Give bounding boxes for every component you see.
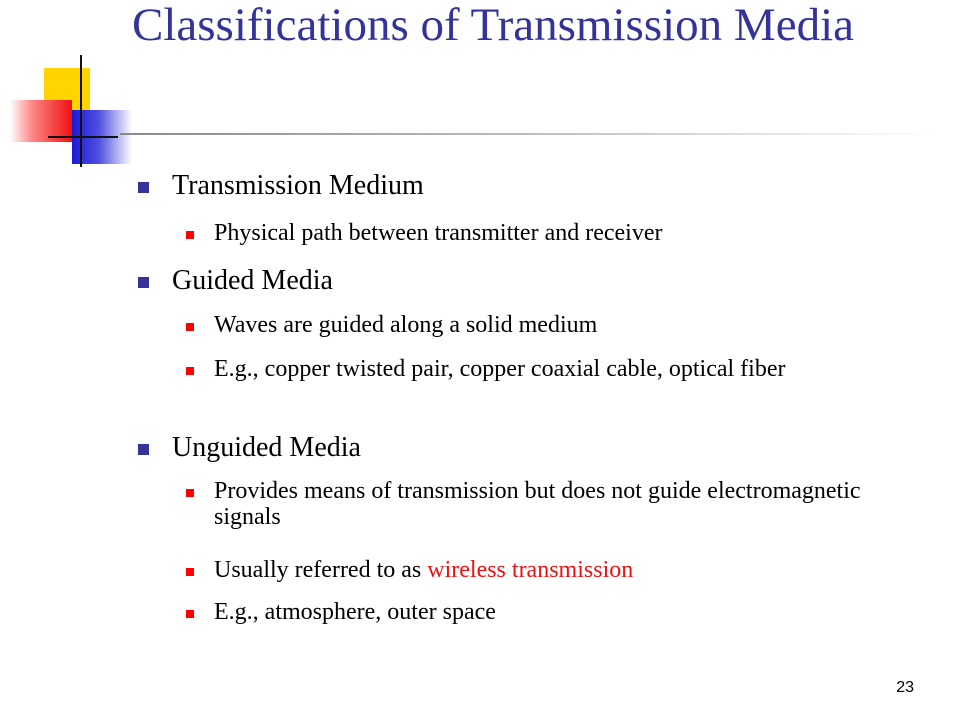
bullet-marker bbox=[138, 277, 149, 288]
highlighted-text: wireless transmission bbox=[427, 557, 634, 583]
sub-bullet-marker bbox=[186, 231, 194, 239]
sub-bullet-item: E.g., atmosphere, outer space bbox=[214, 599, 496, 625]
sub-bullet-marker bbox=[186, 610, 194, 618]
page-number: 23 bbox=[896, 679, 914, 696]
slide-title: Classifications of Transmission Media bbox=[132, 0, 854, 51]
sub-bullet-text: Usually referred to as bbox=[214, 557, 428, 583]
horizontal-line-decoration bbox=[48, 136, 118, 138]
sub-bullet-item: Provides means of transmission but does not guide electromagnetic signals bbox=[214, 478, 861, 530]
bullet-marker bbox=[138, 444, 149, 455]
sub-bullet-item: Physical path between transmitter and receiver bbox=[214, 220, 663, 246]
sub-bullet-marker bbox=[186, 323, 194, 331]
sub-bullet-marker bbox=[186, 489, 194, 497]
sub-bullet-item: E.g., copper twisted pair, copper coaxial cable, optical fiber bbox=[214, 356, 786, 382]
decorative-logo bbox=[0, 0, 140, 175]
bullet-item: Transmission Medium bbox=[172, 170, 424, 201]
bullet-marker bbox=[138, 182, 149, 193]
sub-bullet-marker bbox=[186, 367, 194, 375]
title-underline bbox=[120, 133, 940, 135]
sub-bullet-item: Waves are guided along a solid medium bbox=[214, 312, 598, 338]
sub-bullet-item bbox=[214, 557, 904, 583]
bullet-item: Guided Media bbox=[172, 265, 333, 296]
vertical-line-decoration bbox=[80, 55, 82, 167]
bullet-item: Unguided Media bbox=[172, 432, 361, 463]
sub-bullet-marker bbox=[186, 568, 194, 576]
